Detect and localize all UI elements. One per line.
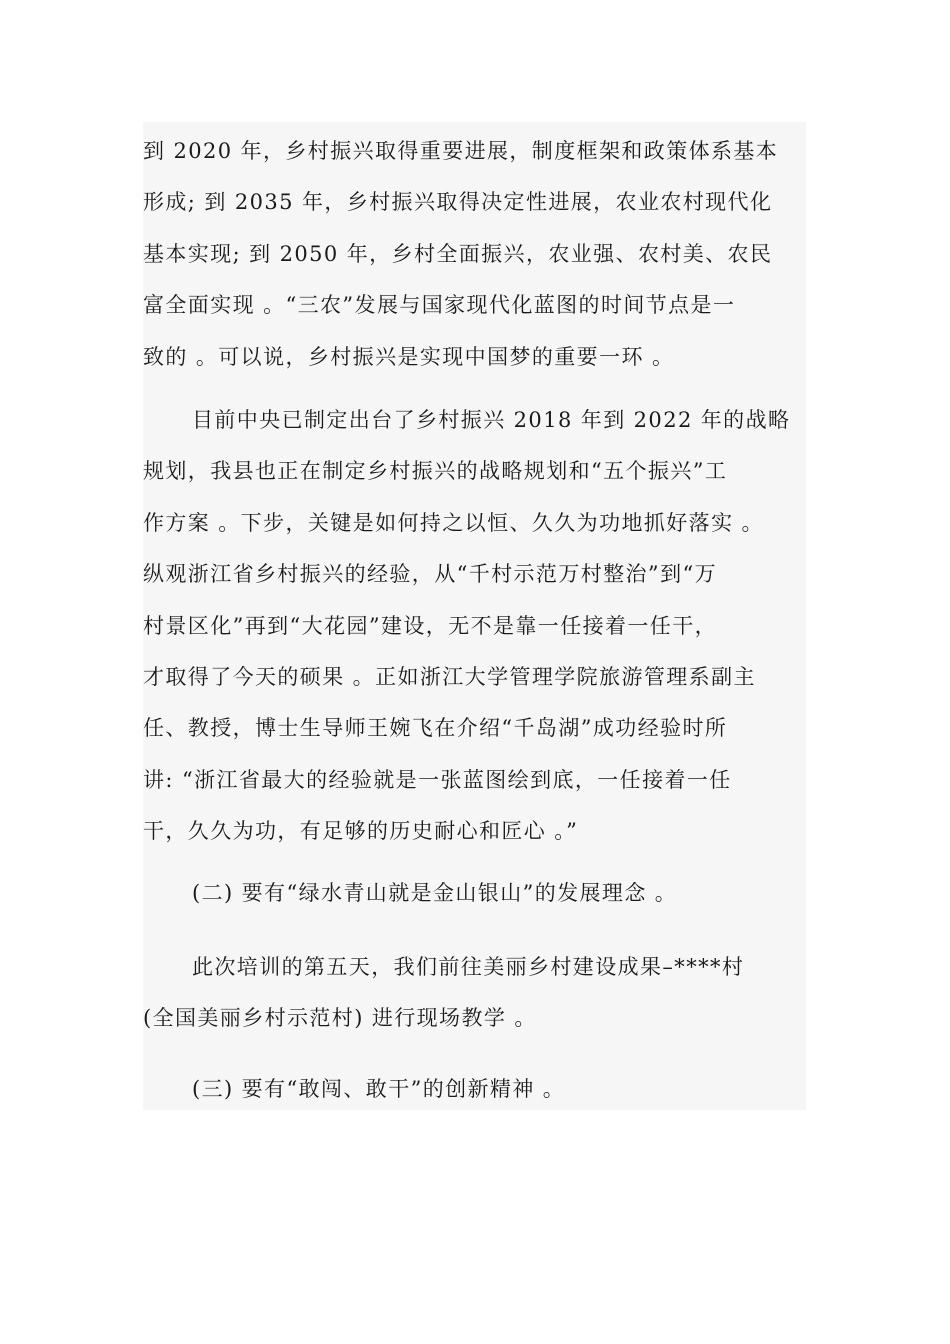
text-line: 干，久久为功，有足够的历史耐心和匠心 。”: [143, 819, 579, 844]
text-line: 规划，我县也正在制定乡村振兴的战略规划和“五个振兴”工: [143, 459, 728, 484]
section-heading-innovation-spirit: [143, 1064, 806, 1115]
text-line: (全国美丽乡村示范村) 进行现场教学 。: [143, 1006, 537, 1031]
text-line: 基本实现; 到 2050 年，乡村全面振兴，农业强、农村美、农民: [143, 241, 773, 266]
text-line: 作方案 。下步，关键是如何持之以恒、久久为功地抓好落实 。: [143, 510, 764, 535]
text-line: 富全面实现 。“三农”发展与国家现代化蓝图的时间节点是一: [143, 293, 736, 318]
section-heading-green-mountains: [143, 868, 806, 919]
text-line: 讲: “浙江省最大的经验就是一张蓝图绘到底，一任接着一任: [143, 767, 732, 792]
text-line: 才取得了今天的硕果 。正如浙江大学管理学院旅游管理系副主: [143, 664, 756, 689]
paragraph-field-training: [143, 942, 806, 1045]
text-line: 此次培训的第五天，我们前往美丽乡村建设成果–****村: [192, 955, 745, 979]
paragraph-strategic-plan: [143, 395, 806, 858]
document-page: [143, 122, 806, 1110]
text-line: 纵观浙江省乡村振兴的经验，从“千村示范万村整治”到“万: [143, 562, 718, 587]
heading-line: (三) 要有“敢闯、敢干”的创新精神 。: [192, 1077, 566, 1101]
text-line: 形成; 到 2035 年，乡村振兴取得决定性进展，农业农村现代化: [143, 190, 773, 215]
text-line: 任、教授，博士生导师王婉飞在介绍“千岛湖”成功经验时所: [143, 716, 728, 741]
text-line: 致的 。可以说，乡村振兴是实现中国梦的重要一环 。: [143, 344, 675, 369]
heading-line: (二) 要有“绿水青山就是金山银山”的发展理念 。: [192, 881, 678, 905]
text-line: 村景区化”再到“大花园”建设，无不是靠一任接着一任干，: [143, 613, 718, 638]
text-line: 到 2020 年，乡村振兴取得重要进展，制度框架和政策体系基本: [143, 139, 779, 163]
paragraph-rural-revitalization-timeline: [143, 126, 806, 383]
text-line: 目前中央已制定出台了乡村振兴 2018 年到 2022 年的战略: [192, 408, 791, 432]
